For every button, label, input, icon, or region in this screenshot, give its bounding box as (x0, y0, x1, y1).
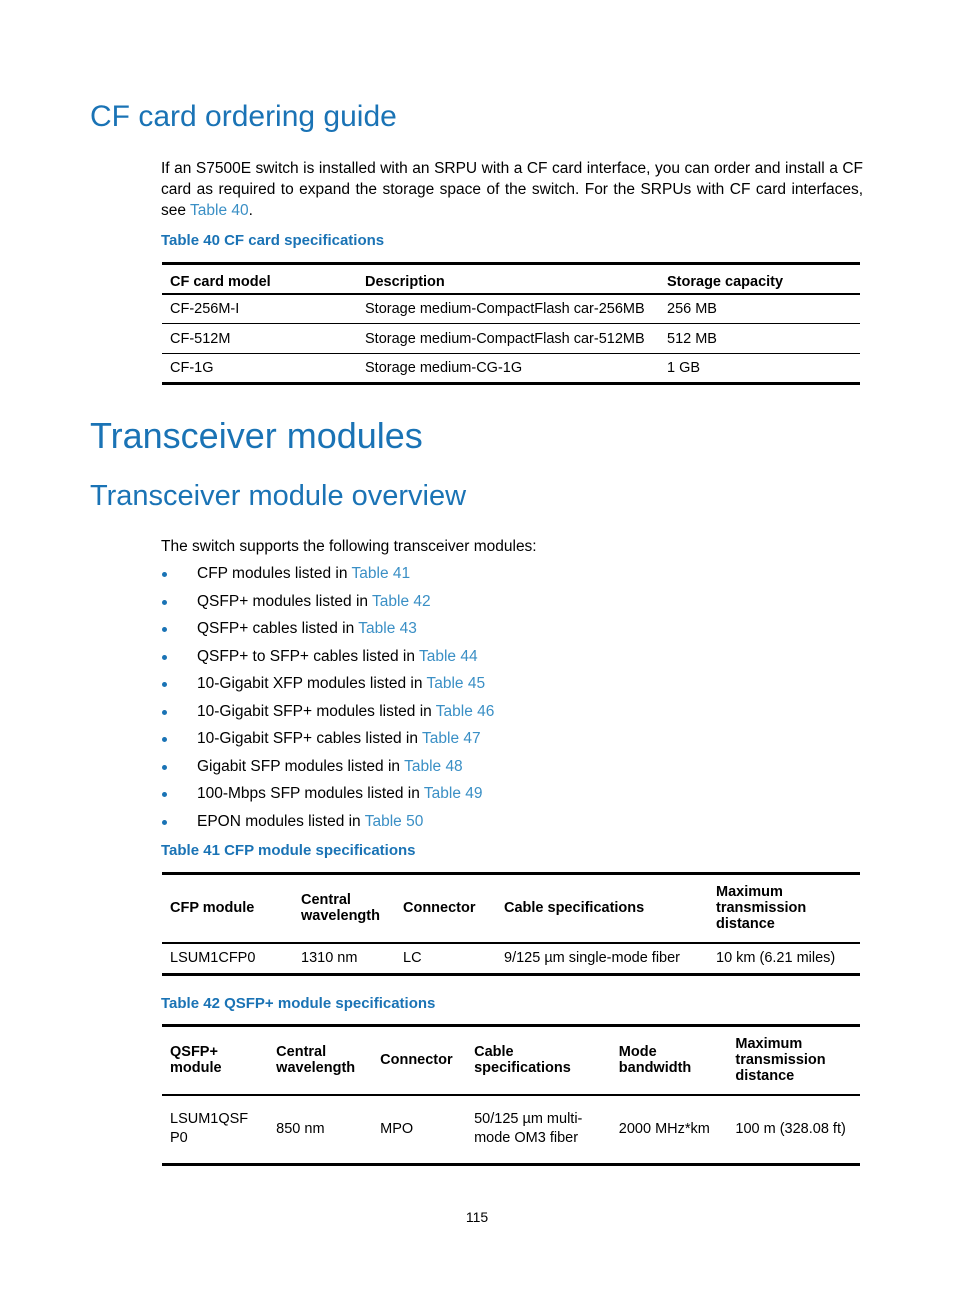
list-item (161, 811, 494, 839)
table-row (162, 1095, 860, 1165)
header-cell: Mode bandwidth (618, 1044, 692, 1077)
link-table-45[interactable]: Table 45 (426, 675, 486, 692)
list-item-text: CFP modules listed in (197, 565, 352, 582)
header-cell: CF card model (170, 273, 271, 290)
list-item (161, 783, 494, 811)
link-table-46[interactable]: Table 46 (435, 702, 495, 720)
table-cell: LC (403, 950, 422, 967)
section-title-transceiver-overview: Transceiver module overview (90, 480, 467, 512)
header-cell: Connector (403, 900, 476, 917)
link-table-48[interactable]: Table 48 (404, 757, 463, 775)
table-cell: 256 MB (667, 300, 717, 317)
table-cell: LSUM1CFP0 (170, 950, 256, 967)
table-row (162, 324, 860, 354)
table-40-header (162, 264, 860, 294)
table-cell: 2000 MHz*km (618, 1121, 710, 1138)
page-number: 115 (465, 1209, 489, 1225)
header-cell: Cable specifications (504, 900, 645, 917)
table-cell: Storage medium-CG-1G (365, 360, 523, 376)
header-cell: QSFP+ module (170, 1044, 222, 1077)
list-item-text: 10-Gigabit SFP+ cables listed in (197, 730, 423, 747)
list-item-text: EPON modules listed in (197, 812, 365, 830)
bullet-icon (162, 792, 167, 797)
table-40-caption: Table 40 CF card specifications (161, 232, 385, 249)
table-41-caption: Table 41 CFP module specifications (161, 842, 416, 859)
bullet-icon (162, 710, 167, 715)
list-item (161, 646, 494, 674)
table-cell: CF-512M (170, 330, 231, 347)
link-table-42[interactable]: Table 42 (372, 592, 431, 610)
list-item-text: Gigabit SFP modules listed in (197, 757, 405, 775)
bullet-icon (162, 627, 167, 632)
list-item (161, 591, 494, 619)
table-41-header (162, 874, 860, 943)
link-table-41[interactable]: Table 41 (351, 565, 411, 582)
link-table-50[interactable]: Table 50 (364, 812, 424, 830)
bullet-icon (162, 765, 167, 770)
list-item-text: QSFP+ to SFP+ cables listed in (197, 647, 419, 665)
table-42 (162, 1024, 860, 1166)
bullet-icon (162, 572, 167, 577)
table-cell: CF-256M-I (170, 300, 240, 317)
list-item (161, 618, 494, 646)
cf-intro-end: . (248, 202, 253, 219)
list-item-text: 10-Gigabit SFP+ modules listed in (197, 702, 436, 720)
list-item (161, 701, 494, 729)
table-cell: 1 GB (667, 360, 701, 376)
table-row (162, 354, 860, 384)
list-item (161, 756, 494, 784)
header-cell: Description (365, 273, 445, 290)
link-table-44[interactable]: Table 44 (419, 647, 478, 665)
link-table-47[interactable]: Table 47 (422, 730, 481, 747)
link-table-49[interactable]: Table 49 (423, 785, 483, 802)
header-cell: Central wavelength (301, 892, 380, 925)
transceiver-list (161, 563, 494, 838)
table-cell: Storage medium-CompactFlash car-256MB (365, 300, 645, 317)
table-cell: 50/125 µm multi-mode OM3 fiber (474, 1111, 583, 1147)
table-cell: 1310 nm (301, 950, 358, 967)
table-cell: 100 m (328.08 ft) (735, 1121, 846, 1138)
header-cell: Maximum transmission distance (735, 1036, 826, 1085)
transceiver-intro: The switch supports the following transceiver modules: (161, 538, 537, 555)
bullet-icon (162, 737, 167, 742)
table-42-caption: Table 42 QSFP+ module specifications (161, 995, 436, 1012)
table-40 (162, 262, 860, 385)
list-item-text: QSFP+ cables listed in (197, 620, 359, 637)
header-cell: CFP module (170, 900, 255, 917)
header-cell: Central wavelength (276, 1044, 356, 1077)
table-cell: 10 km (6.21 miles) (716, 950, 836, 967)
bullet-icon (162, 600, 167, 605)
table-cell: LSUM1QSF P0 (170, 1111, 249, 1147)
bullet-icon (162, 655, 167, 660)
list-item (161, 673, 494, 701)
header-cell: Storage capacity (667, 273, 784, 290)
table-row (162, 294, 860, 324)
link-table-40[interactable]: Table 40 (190, 202, 249, 219)
chapter-title-transceiver-modules: Transceiver modules (90, 415, 423, 456)
list-item-text: 10-Gigabit XFP modules listed in (197, 675, 427, 692)
list-item-text: QSFP+ modules listed in (197, 592, 373, 610)
list-item (161, 728, 494, 756)
cf-intro-text: If an S7500E switch is installed with an SRPU with a CF card interface, you can order and install a CF card as required to expand the storage space of the switch. For the SRPUs with CF card interfaces, see (161, 160, 863, 219)
section-title-cf-card: CF card ordering guide (90, 100, 397, 133)
table-cell: CF-1G (170, 360, 214, 376)
cf-intro-paragraph (161, 158, 863, 221)
link-table-43[interactable]: Table 43 (358, 620, 417, 637)
table-cell: 512 MB (667, 330, 717, 347)
table-42-header (162, 1026, 860, 1095)
table-cell: 9/125 µm single-mode fiber (504, 950, 680, 967)
list-item (161, 563, 494, 591)
table-cell: MPO (380, 1121, 414, 1138)
header-cell: Cable specifications (474, 1044, 571, 1077)
table-41 (162, 872, 860, 976)
table-row (162, 943, 860, 975)
table-cell: 850 nm (276, 1121, 325, 1138)
header-cell: Connector (380, 1052, 453, 1069)
table-cell: Storage medium-CompactFlash car-512MB (365, 330, 645, 347)
list-item-text: 100-Mbps SFP modules listed in (197, 785, 424, 802)
header-cell: Maximum transmission distance (716, 884, 807, 933)
bullet-icon (162, 682, 167, 687)
bullet-icon (162, 820, 167, 825)
